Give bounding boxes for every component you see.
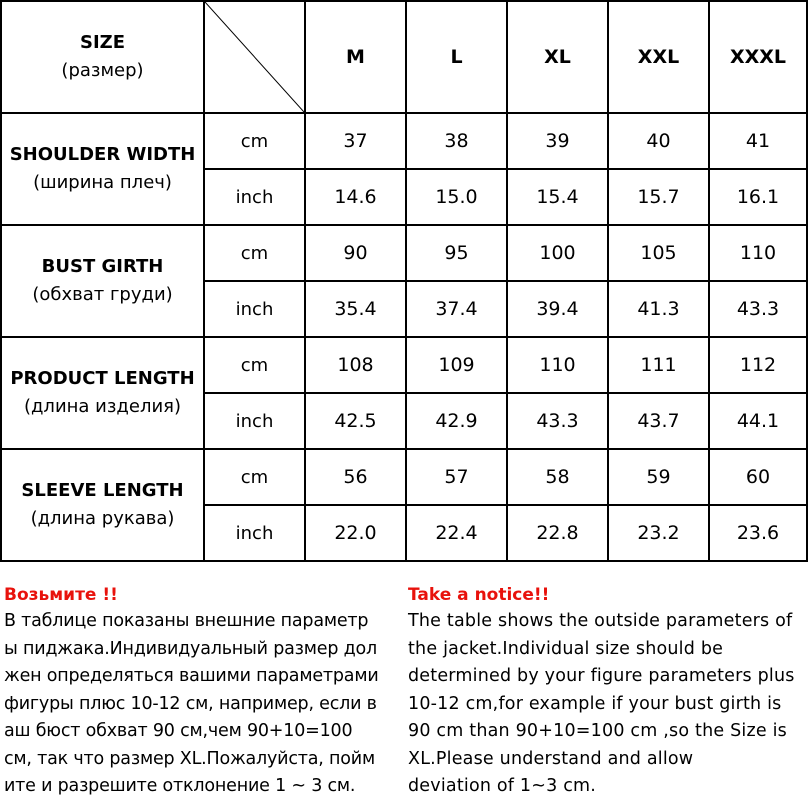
notice-line: determined by your figure parameters plus [408, 666, 795, 686]
value-cell: 23.6 [709, 505, 807, 561]
value-cell: 38 [406, 113, 507, 169]
unit-cell: cm [204, 449, 305, 505]
value-cell: 37 [305, 113, 406, 169]
measurement-label-product-length [1, 337, 204, 449]
value-cell: 41.3 [608, 281, 709, 337]
value-cell: 109 [406, 337, 507, 393]
unit-cell: cm [204, 225, 305, 281]
notice-line: см, так что размер XL.Пожалуйста, пойм [4, 748, 375, 769]
size-header-cell [1, 1, 204, 113]
notice-line: XL.Please understand and allow [408, 748, 694, 769]
value-cell: 22.0 [305, 505, 406, 561]
notice-title-ru: Возьмите !! [4, 585, 118, 605]
unit-cell: inch [204, 169, 305, 225]
notice-line: жен определяться вашими параметрами [4, 666, 379, 686]
table-row [1, 225, 807, 281]
notice-section [0, 582, 809, 809]
notice-line: В таблице показаны внешние параметр [4, 611, 369, 631]
notice-english [408, 582, 809, 801]
header-row [1, 1, 807, 113]
value-cell: 57 [406, 449, 507, 505]
value-cell: 41 [709, 113, 807, 169]
value-cell: 111 [608, 337, 709, 393]
measurement-label-sleeve-length [1, 449, 204, 561]
value-cell: 35.4 [305, 281, 406, 337]
unit-cell: inch [204, 281, 305, 337]
value-cell: 37.4 [406, 281, 507, 337]
value-cell: 39 [507, 113, 608, 169]
notice-line: фигуры плюс 10-12 см, например, если в [4, 693, 377, 714]
measurement-name: PRODUCT LENGTH [10, 368, 195, 389]
measurement-name: BUST GIRTH [41, 256, 164, 277]
measurement-name-ru: (длина изделия) [23, 396, 182, 417]
value-cell: 23.2 [608, 505, 709, 561]
value-cell: 112 [709, 337, 807, 393]
size-label-m: M [305, 1, 406, 113]
size-label-xxl: XXL [608, 1, 709, 113]
notice-line: deviation of 1~3 cm. [408, 776, 597, 796]
value-cell: 15.0 [406, 169, 507, 225]
notice-line: 10-12 cm,for example if your bust girth is [408, 693, 782, 714]
value-cell: 43.3 [507, 393, 608, 449]
measurement-name-ru: (обхват груди) [32, 284, 173, 305]
unit-cell: cm [204, 337, 305, 393]
notice-line: The table shows the outside parameters of [408, 611, 793, 631]
measurement-label-bust-girth [1, 225, 204, 337]
notice-line: 90 cm than 90+10=100 cm ,so the Size is [408, 721, 787, 741]
table-row [1, 449, 807, 505]
size-label-xxxl: XXXL [709, 1, 807, 113]
value-cell: 110 [709, 225, 807, 281]
value-cell: 14.6 [305, 169, 406, 225]
table-row [1, 337, 807, 393]
size-title-ru: (размер) [61, 60, 144, 81]
value-cell: 105 [608, 225, 709, 281]
unit-cell: inch [204, 505, 305, 561]
notice-russian [4, 582, 402, 801]
notice-line: ы пиджака.Индивидуальный размер дол [4, 638, 377, 659]
value-cell: 95 [406, 225, 507, 281]
value-cell: 15.7 [608, 169, 709, 225]
value-cell: 39.4 [507, 281, 608, 337]
value-cell: 43.3 [709, 281, 807, 337]
value-cell: 58 [507, 449, 608, 505]
notice-line: аш бюст обхват 90 см,чем 90+10=100 [4, 721, 353, 741]
unit-cell: cm [204, 113, 305, 169]
measurement-name: SHOULDER WIDTH [9, 144, 196, 165]
value-cell: 90 [305, 225, 406, 281]
value-cell: 22.8 [507, 505, 608, 561]
measurement-label-shoulder-width [1, 113, 204, 225]
value-cell: 16.1 [709, 169, 807, 225]
size-title: SIZE [79, 32, 125, 53]
size-label-xl: XL [507, 1, 608, 113]
value-cell: 44.1 [709, 393, 807, 449]
value-cell: 59 [608, 449, 709, 505]
notice-line: the jacket.Individual size should be [408, 638, 724, 659]
value-cell: 22.4 [406, 505, 507, 561]
value-cell: 42.9 [406, 393, 507, 449]
measurement-name: SLEEVE LENGTH [21, 480, 184, 501]
measurement-name-ru: (ширина плеч) [33, 172, 172, 193]
notice-title-en: Take a notice!! [408, 585, 550, 605]
value-cell: 60 [709, 449, 807, 505]
diagonal-line [205, 2, 304, 112]
diagonal-corner-cell [204, 1, 305, 113]
size-label-l: L [406, 1, 507, 113]
value-cell: 56 [305, 449, 406, 505]
value-cell: 100 [507, 225, 608, 281]
value-cell: 40 [608, 113, 709, 169]
notice-line: ите и разрешите отклонение 1 ~ 3 см. [4, 776, 356, 796]
value-cell: 15.4 [507, 169, 608, 225]
value-cell: 110 [507, 337, 608, 393]
value-cell: 43.7 [608, 393, 709, 449]
value-cell: 42.5 [305, 393, 406, 449]
value-cell: 108 [305, 337, 406, 393]
unit-cell: inch [204, 393, 305, 449]
table-row [1, 113, 807, 169]
measurement-name-ru: (длина рукава) [30, 508, 175, 529]
